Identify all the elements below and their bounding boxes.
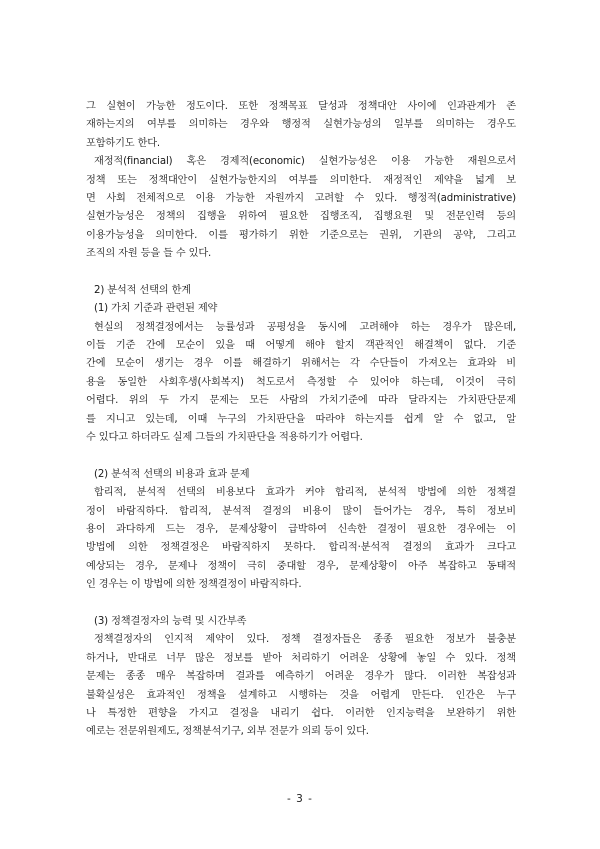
text-line: 정책 또는 정책대안이 실현가능한지의 여부를 의미한다. 재정적인 제약을 넓게 보 [86, 174, 516, 186]
paragraph-cognitive-limits [86, 631, 516, 741]
text-line: 간에 모순이 생기는 경우 이를 해결하기 위해서는 각 수단들이 가져오는 효과와 비 [86, 358, 516, 370]
text-line: 정책결정자의 인지적 제약이 있다. 정책 결정자들은 종종 필요한 정보가 불충분 [94, 634, 516, 646]
paragraph-value-criteria [86, 319, 516, 448]
subsection-heading: (3) 정책결정자의 능력 및 시간부족 [94, 615, 247, 627]
spacer [86, 595, 516, 613]
text-line: 현실의 정책결정에서는 능률성과 공평성을 동시에 고려해야 하는 경우가 많은데, [94, 321, 516, 333]
section-heading: 2) 분석적 선택의 한계 [94, 284, 191, 296]
text-line: 용을 동일한 사회후생(사회복지) 척도로서 측정할 수 있어야 하는데, 이것이 극히 [86, 376, 516, 388]
text-line: 포함하기도 한다. [86, 137, 161, 149]
paragraph-cost-effect [86, 484, 516, 594]
text-line: 정이 바람직하다. 합리적, 분석적 결정의 비용이 많이 들어가는 경우, 특히 정보비 [86, 505, 516, 517]
paragraph-feasibility [86, 153, 516, 263]
text-line: 조직의 자원 등을 들 수 있다. [86, 248, 212, 260]
spacer [86, 447, 516, 465]
text-line: 합리적, 분석적 선택의 비용보다 효과가 커야 합리적, 분석적 방법에 의한 정책결 [94, 487, 516, 499]
spacer [86, 264, 516, 282]
document-body [86, 98, 516, 742]
text-line: 수 있다고 하더라도 실제 그들의 가치판단을 적용하기가 어렵다. [86, 432, 363, 444]
text-line: 그 실현이 가능한 정도이다. 또한 정책목표 달성과 정책대안 사이에 인과관계가 존 [86, 101, 516, 112]
text-line: 방법에 의한 정책결정은 바람직하지 못하다. 합리적·분석적 결정의 효과가 크다고 [86, 542, 516, 554]
text-line: 이용가능성을 의미한다. 이를 평가하기 위한 기준으로는 권위, 기관의 공약, 그리고 [86, 229, 516, 241]
text-line: 어렵다. 위의 두 가지 문제는 모든 사람의 가치기준에 따라 달라지는 가치판단문제 [86, 395, 516, 407]
text-line: 나 특정한 편향을 가지고 결정을 내리기 쉽다. 이러한 인지능력을 보완하기 위한 [86, 707, 516, 719]
text-line: 문제는 종종 매우 복잡하며 결과를 예측하기 어려운 경우가 많다. 이러한 복잡성과 [86, 671, 516, 683]
text-line: 재하는지의 여부를 의미하는 경우와 행정적 실현가능성의 일부를 의미하는 경우도 [86, 119, 516, 131]
text-line: 면 사회 전체적으로 이용 가능한 자원까지 고려할 수 있다. 행정적(administrative) [86, 192, 516, 204]
paragraph-continued [86, 98, 516, 153]
text-line: 재정적(financial) 혹은 경제적(economic) 실현가능성은 이용 가능한 재원으로서 [94, 156, 516, 168]
subsection-heading: (1) 가치 기준과 관련된 제약 [94, 303, 218, 315]
text-line: 용이 과다하게 드는 경우, 문제상황이 급박하여 신속한 결정이 필요한 경우에는 이 [86, 523, 516, 535]
text-line: 예로는 전문위원제도, 정책분석기구, 외부 전문가 의뢰 등이 있다. [86, 726, 369, 738]
page-number: - 3 - [287, 793, 313, 805]
text-line: 불확실성은 효과적인 정책을 설계하고 시행하는 것을 어렵게 만든다. 인간은 누구 [86, 689, 516, 701]
text-line: 를 지니고 있는데, 이때 누구의 가치판단을 따라야 하는지를 쉽게 알 수 없고, 알 [86, 413, 516, 425]
subsection-heading: (2) 분석적 선택의 비용과 효과 문제 [94, 468, 250, 480]
text-line: 실현가능성은 정책의 집행을 위하여 필요한 집행조직, 집행요원 및 전문인력 등의 [86, 211, 516, 223]
text-line: 하거나, 반대로 너무 많은 정보를 받아 처리하기 어려운 상황에 놓일 수 있다. 정책 [86, 652, 516, 664]
text-line: 인 경우는 이 방법에 의한 정책결정이 바람직하다. [86, 579, 302, 591]
text-line: 이들 기준 간에 모순이 있을 때 어떻게 해야 할지 객관적인 해결책이 없다. 기준 [86, 340, 516, 352]
text-line: 예상되는 경우, 문제나 정책이 극히 중대할 경우, 문제상황이 아주 복잡하고 동태적 [86, 560, 516, 572]
